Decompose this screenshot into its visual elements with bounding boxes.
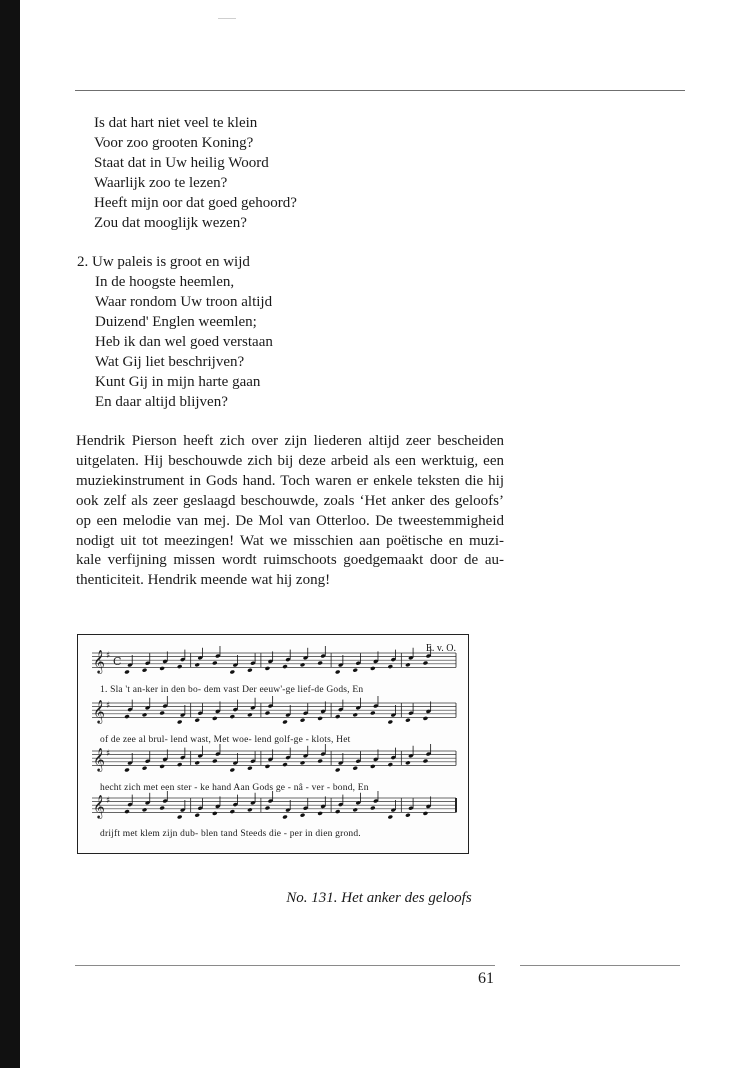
note-head (142, 668, 148, 673)
note-head (247, 766, 253, 771)
note-head (212, 759, 218, 764)
sharp-icon: ♯ (106, 651, 111, 661)
verse-line: Waarlijk zoo te lezen? (94, 174, 228, 191)
verse-line: Kunt Gij in mijn harte gaan (95, 374, 261, 390)
note-head (159, 666, 165, 671)
note-head (387, 720, 393, 725)
verse-1 (94, 114, 297, 233)
note-head (387, 664, 393, 669)
scan-speck (218, 18, 236, 19)
treble-clef-icon: 𝄞 (93, 747, 105, 771)
verse-line: 2. Uw paleis is groot en wijd (77, 254, 250, 270)
verse-line: Staat dat in Uw heilig Woord (94, 154, 269, 171)
note-head (335, 714, 341, 719)
sharp-icon: ♯ (106, 749, 111, 759)
lyric-line: drijft met klem zijn dub- blen tand Steeds die - per in dien grond. (100, 829, 361, 839)
note-head (124, 768, 130, 773)
sharp-icon: ♯ (106, 796, 111, 806)
note-head (194, 662, 200, 667)
verse-line: Zou dat mooglijk wezen? (94, 214, 247, 231)
note-head (159, 711, 165, 716)
lyric-line: 1. Sla 't an-ker in den bo- dem vast Der eeuw'-ge lief-de Gods, En (100, 685, 364, 695)
note-head (142, 807, 148, 812)
note-head (229, 714, 235, 719)
verse-2 (77, 252, 273, 412)
paragraph-line: ook zelf als zeer geslaagd beschouwde, zoals ‘Het anker des geloofs’ (76, 492, 504, 509)
note-head (265, 806, 271, 811)
treble-clef-icon: 𝄞 (93, 699, 105, 723)
note-head (352, 766, 358, 771)
verse-line: Heeft mijn oor dat goed gehoord? (94, 194, 297, 211)
note-head (405, 718, 411, 723)
note-head (423, 811, 429, 816)
note-head (335, 809, 341, 814)
note-head (423, 661, 429, 666)
note-head (229, 768, 235, 773)
note-head (335, 670, 341, 675)
note-head (317, 759, 323, 764)
note-head (317, 661, 323, 666)
note-head (370, 806, 376, 811)
note-head (124, 670, 130, 675)
note-head (300, 718, 306, 723)
lyric-line: hecht zich met een ster - ke hand Aan Gods ge - nâ - ver - bond, En (100, 783, 369, 793)
note-head (159, 764, 165, 769)
note-head (405, 813, 411, 818)
note-head (247, 668, 253, 673)
note-head (124, 714, 130, 719)
note-head (370, 711, 376, 716)
verse-line: Duizend' Englen weemlen; (95, 314, 257, 330)
note-head (229, 809, 235, 814)
note-head (352, 712, 358, 717)
verse-line: In de hoogste heemlen, (95, 274, 235, 290)
note-head (405, 662, 411, 667)
verse-line: Wat Gij liet beschrijven? (95, 354, 245, 370)
note-head (265, 711, 271, 716)
music-score (77, 634, 469, 854)
note-head (142, 712, 148, 717)
treble-clef-icon: 𝄞 (93, 649, 105, 673)
sharp-icon: ♯ (106, 701, 111, 711)
note-head (370, 666, 376, 671)
note-head (317, 716, 323, 721)
note-head (265, 764, 271, 769)
note-head (212, 811, 218, 816)
treble-clef-icon: 𝄞 (93, 794, 105, 818)
note-head (352, 668, 358, 673)
note-head (335, 768, 341, 773)
verse-line: En daar altijd blijven? (95, 394, 228, 410)
footer-rule (520, 965, 680, 966)
note-head (300, 760, 306, 765)
composer-initials: E. v. O. (425, 643, 456, 654)
note-head (282, 720, 288, 725)
note-head (177, 664, 183, 669)
footer-rule (75, 965, 495, 966)
lyric-line: of de zee al brul- lend wast, Met woe- lend golf-ge - klots, Het (100, 735, 351, 745)
note-head (387, 815, 393, 820)
note-head (282, 664, 288, 669)
note-head (194, 718, 200, 723)
note-head (282, 762, 288, 767)
note-head (300, 662, 306, 667)
paragraph-line: op een melodie van mej. De Mol van Otterloo. De tweestemmigheid (76, 512, 504, 529)
note-head (177, 762, 183, 767)
note-head (423, 759, 429, 764)
body-paragraph (76, 432, 504, 591)
note-head (177, 720, 183, 725)
note-head (212, 716, 218, 721)
time-signature-icon: C (113, 655, 122, 668)
score-notation (78, 635, 470, 855)
verse-line: Voor zoo grooten Koning? (94, 134, 254, 151)
note-head (124, 809, 130, 814)
note-head (423, 716, 429, 721)
note-head (142, 766, 148, 771)
note-head (229, 670, 235, 675)
note-head (265, 666, 271, 671)
paragraph-line: uitgelaten. Hij beschouwde zich bij deze arbeid als een werktuig, een (76, 452, 504, 469)
paragraph-line: muziekinstrument in Gods hand. Toch waren er enkele teksten die hij (76, 472, 504, 489)
note-head (282, 815, 288, 820)
binding-edge (0, 0, 20, 1068)
page-number: 61 (478, 970, 494, 987)
verse-line: Waar rondom Uw troon altijd (95, 294, 273, 310)
note-head (352, 807, 358, 812)
note-head (194, 813, 200, 818)
note-head (370, 764, 376, 769)
verse-line: Is dat hart niet veel te klein (94, 115, 258, 131)
note-head (194, 760, 200, 765)
paragraph-line: thenticiteit. Hendrik meende wat hij zong! (76, 572, 331, 589)
header-rule (75, 90, 685, 91)
verse-line: Heb ik dan wel goed verstaan (95, 334, 273, 350)
note-head (159, 806, 165, 811)
note-head (247, 712, 253, 717)
paragraph-line: Hendrik Pierson heeft zich over zijn liederen altijd zeer bescheiden (76, 433, 504, 449)
note-head (247, 807, 253, 812)
note-head (317, 811, 323, 816)
paragraph-line: kale verfijning missen wordt ruimschoots goedgemaakt door de au- (76, 552, 504, 569)
note-head (405, 760, 411, 765)
note-head (212, 661, 218, 666)
note-head (387, 762, 393, 767)
paragraph-line: nodigt uit tot meezingen! Wat we misschien aan poëtische en muzi- (76, 532, 504, 549)
note-head (177, 815, 183, 820)
figure-caption: No. 131. Het anker des geloofs (286, 890, 472, 906)
note-head (300, 813, 306, 818)
